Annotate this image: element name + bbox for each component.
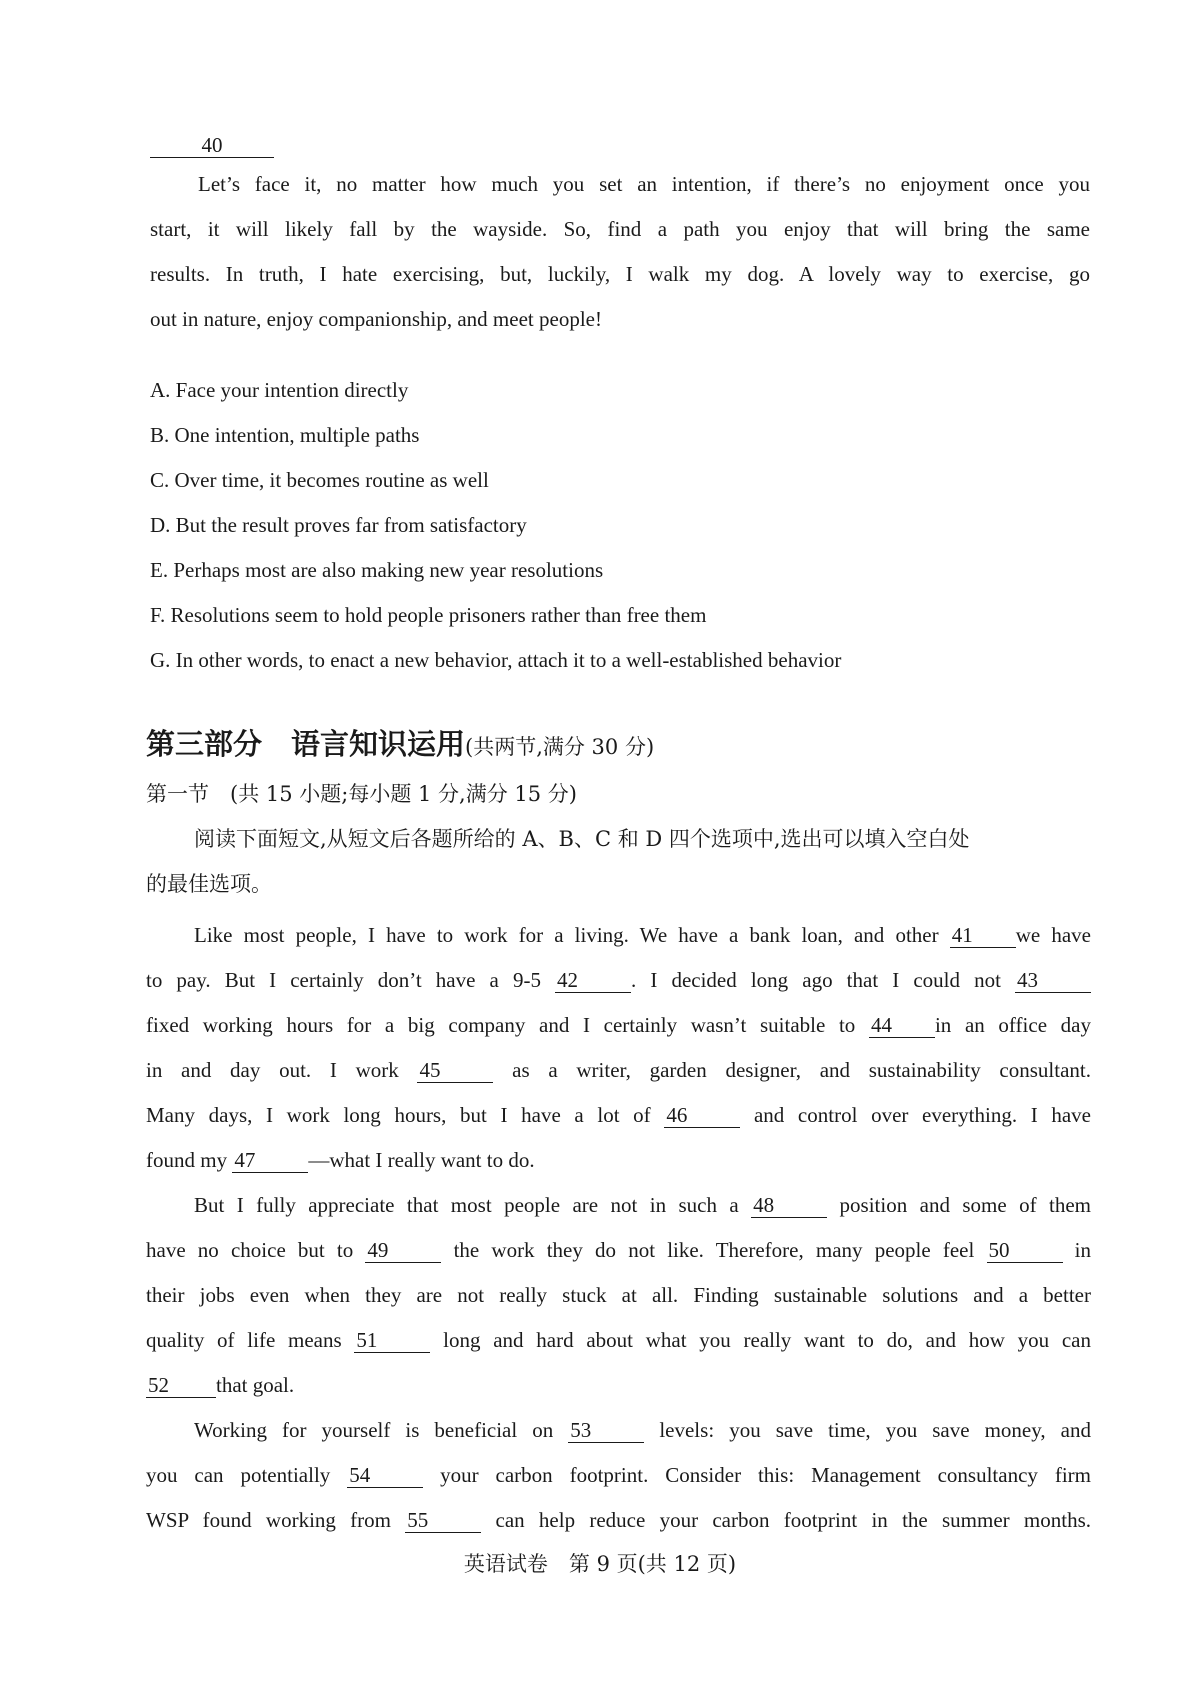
option-a: A. Face your intention directly	[150, 378, 409, 402]
answer-blank-52: 52	[146, 1374, 216, 1398]
section-title-text: 第三部分 语言知识运用	[146, 727, 466, 761]
cloze-line: found my 47 —what I really want to do.	[146, 1148, 535, 1172]
cloze-line: their jobs even when they are not really stuck at all. Finding sustainable solutions and a better	[146, 1283, 1091, 1307]
answer-blank-48: 48	[751, 1194, 827, 1218]
option-c: C. Over time, it becomes routine as well	[150, 468, 489, 492]
cloze-line: Many days, I work long hours, but I have a lot of 46 and control over everything. I have	[146, 1103, 1091, 1127]
instruction-line: 的最佳选项。	[146, 872, 272, 896]
passage-paragraph	[150, 162, 1090, 342]
cloze-line: Working for yourself is beneficial on 53 levels: you save time, you save money, and	[194, 1418, 1091, 1442]
cloze-line: 52 that goal.	[148, 1373, 295, 1397]
passage-line: Let’s face it, no matter how much you set an intention, if there’s no enjoyment once you	[198, 172, 1090, 196]
answer-blank-51: 51	[354, 1329, 430, 1353]
option-d: D. But the result proves far from satisfactory	[150, 513, 527, 537]
cloze-paragraph-1	[146, 913, 1091, 1183]
cloze-line: WSP found working from 55 can help reduce your carbon footprint in the summer months.	[146, 1508, 1091, 1532]
cloze-line: fixed working hours for a big company and I certainly wasn’t suitable to 44 in an office day	[146, 1013, 1091, 1037]
section-title-note: (共两节,满分 30 分)	[465, 735, 655, 759]
answer-blank-45: 45	[417, 1059, 493, 1083]
cloze-line: you can potentially 54 your carbon footprint. Consider this: Management consultancy firm	[146, 1463, 1091, 1487]
answer-blank-40: 40	[150, 134, 274, 158]
cloze-paragraph-3	[146, 1408, 1091, 1543]
passage-line: out in nature, enjoy companionship, and meet people!	[150, 307, 602, 331]
cloze-line: in and day out. I work 45 as a writer, garden designer, and sustainability consultant.	[146, 1058, 1091, 1082]
answer-blank-54: 54	[347, 1464, 423, 1488]
option-f: F. Resolutions seem to hold people prisoners rather than free them	[150, 603, 707, 627]
answer-blank-46: 46	[664, 1104, 740, 1128]
answer-blank-53: 53	[568, 1419, 644, 1443]
answer-blank-50: 50	[987, 1239, 1063, 1263]
cloze-line: But I fully appreciate that most people are not in such a 48 position and some of them	[194, 1193, 1092, 1217]
instruction-line: 阅读下面短文,从短文后各题所给的 A、B、C 和 D 四个选项中,选出可以填入空白处	[194, 827, 970, 851]
answer-blank-43: 43	[1015, 969, 1091, 993]
answer-blank-44: 44	[869, 1014, 935, 1038]
answer-blank-41: 41	[950, 924, 1016, 948]
option-g: G. In other words, to enact a new behavior, attach it to a well-established behavior	[150, 648, 842, 672]
cloze-line: quality of life means 51 long and hard about what you really want to do, and how you can	[146, 1328, 1091, 1352]
cloze-paragraph-2	[146, 1183, 1091, 1408]
cloze-line: have no choice but to 49 the work they do not like. Therefore, many people feel 50 in	[146, 1238, 1091, 1262]
answer-blank-42: 42	[555, 969, 631, 993]
answer-blank-55: 55	[405, 1509, 481, 1533]
option-e: E. Perhaps most are also making new year resolutions	[150, 558, 604, 582]
subsection-heading: 第一节 (共 15 小题;每小题 1 分,满分 15 分)	[146, 782, 577, 806]
cloze-line: Like most people, I have to work for a living. We have a bank loan, and other 41 we have	[194, 923, 1091, 947]
answer-blank-47: 47	[232, 1149, 308, 1173]
passage-line: start, it will likely fall by the wayside. So, find a path you enjoy that will bring the same	[150, 217, 1090, 241]
section-title	[146, 722, 654, 763]
option-b: B. One intention, multiple paths	[150, 423, 420, 447]
passage-line: results. In truth, I hate exercising, but, luckily, I walk my dog. A lovely way to exercise, go	[150, 262, 1090, 286]
cloze-line: to pay. But I certainly don’t have a 9-5 42 . I decided long ago that I could not 43	[146, 958, 1091, 1003]
answer-blank-49: 49	[365, 1239, 441, 1263]
page-footer: 英语试卷 第 9 页(共 12 页)	[463, 1552, 737, 1576]
